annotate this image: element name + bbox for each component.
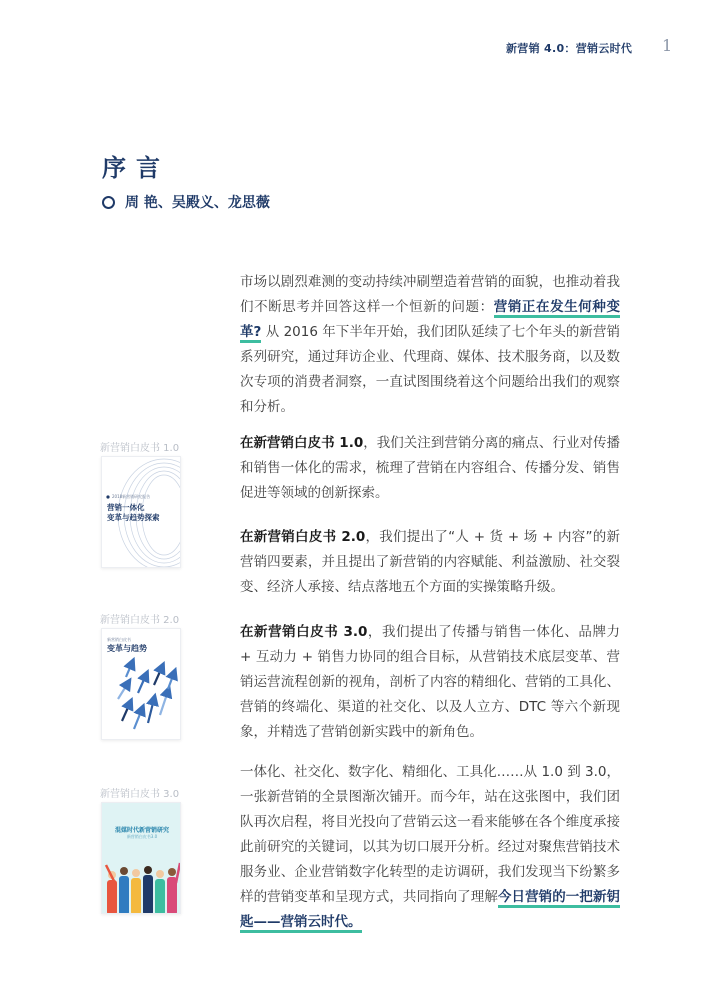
running-header: 新营销 4.0：营销云时代 (506, 42, 633, 55)
cover-2-title: 变革与趋势 (107, 644, 147, 653)
highlight-question: 营销正在发生何种变革? (240, 299, 620, 343)
whitepaper-3-lead: 在新营销白皮书 3.0 (240, 624, 368, 640)
cover-1-label: 新营销白皮书 1.0 (100, 443, 180, 454)
authors-line (102, 192, 270, 212)
whitepaper-2-text: ，我们提出了“人 + 货 + 场 + 内容”的新营销四要素，并且提出了新营销的内容赋能、利益激励、社交裂变、经济人承接、结点落地五个方面的实操策略升级。 (240, 529, 620, 595)
whitepaper-1-lead: 在新营销白皮书 1.0 (240, 435, 364, 451)
cover-3-label: 新营销白皮书 3.0 (100, 789, 180, 800)
cover-3-thumbnail (101, 802, 181, 914)
cover-1-tag: 2018新营销研究报告 (112, 494, 151, 499)
paragraph-whitepaper-1 (240, 431, 620, 506)
paragraph-whitepaper-3 (240, 620, 620, 745)
intro-text-a: 市场以剧烈难测的变动持续冲刷塑造着营销的面貌，也推动着我们不断思考并回答这样一个恒新的问题： (240, 274, 620, 315)
paragraph-whitepaper-2 (240, 525, 620, 600)
paragraph-intro (240, 270, 620, 420)
cover-1-title-line2: 变革与趋势探索 (107, 513, 160, 522)
cover-2-label: 新营销白皮书 2.0 (100, 615, 180, 626)
cover-2-thumbnail (101, 628, 181, 740)
ring-bullet-icon (102, 196, 115, 209)
cover-2-tag: 新营销白皮书 (107, 637, 131, 642)
whitepaper-1-text: ，我们关注到营销分离的痛点、行业对传播和销售一体化的需求，梳理了营销在内容组合、传播分发、销售促进等领域的创新探索。 (240, 435, 620, 501)
whitepaper-3-text: ，我们提出了传播与销售一体化、品牌力 + 互动力 + 销售力协同的组合目标，从营销技术底层变革、营销运营流程创新的视角，剖析了内容的精细化、营销的工具化、营销的终端化、渠道的社交化、以及人立方、DTC 等六个新现象，并精选了营销创新实践中的新角色。 (240, 624, 620, 740)
intro-text-b: 从 2016 年下半年开始，我们团队延续了七个年头的新营销系列研究，通过拜访企业、代理商、媒体、技术服务商，以及数次专项的消费者洞察，一直试图围绕着这个问题给出我们的观察和分析。 (240, 324, 620, 415)
cover-1-title-line1: 营销一体化 (107, 503, 145, 512)
highlight-conclusion: 今日营销的一把新钥匙——营销云时代。 (240, 889, 620, 933)
cover-3-title: 混媒时代新营销研究 (114, 827, 169, 834)
cover-3-people-graphic (102, 803, 181, 914)
conclusion-text: 一体化、社交化、数字化、精细化、工具化……从 1.0 到 3.0，一张新营销的全景图渐次铺开。而今年，站在这张图中，我们团队再次启程，将目光投向了营销云这一看来能够在各个维度承接此前研究的关键词，以其为切口展开分析。经过对聚焦营销技术服务业、企业营销数字化转型的走访调研，我们发现当下纷繁多样的营销变革和呈现方式，共同指向了理解 (240, 764, 620, 905)
page-number: 1 (662, 36, 673, 55)
cover-3-subtitle: 新营销白皮书3.0 (126, 834, 158, 839)
whitepaper-2-lead: 在新营销白皮书 2.0 (240, 529, 366, 545)
authors-text: 周 艳、吴殿义、龙思薇 (125, 195, 270, 211)
paragraph-conclusion (240, 760, 620, 935)
cover-1-thumbnail (101, 456, 181, 568)
preface-title: 序言 (102, 154, 170, 182)
